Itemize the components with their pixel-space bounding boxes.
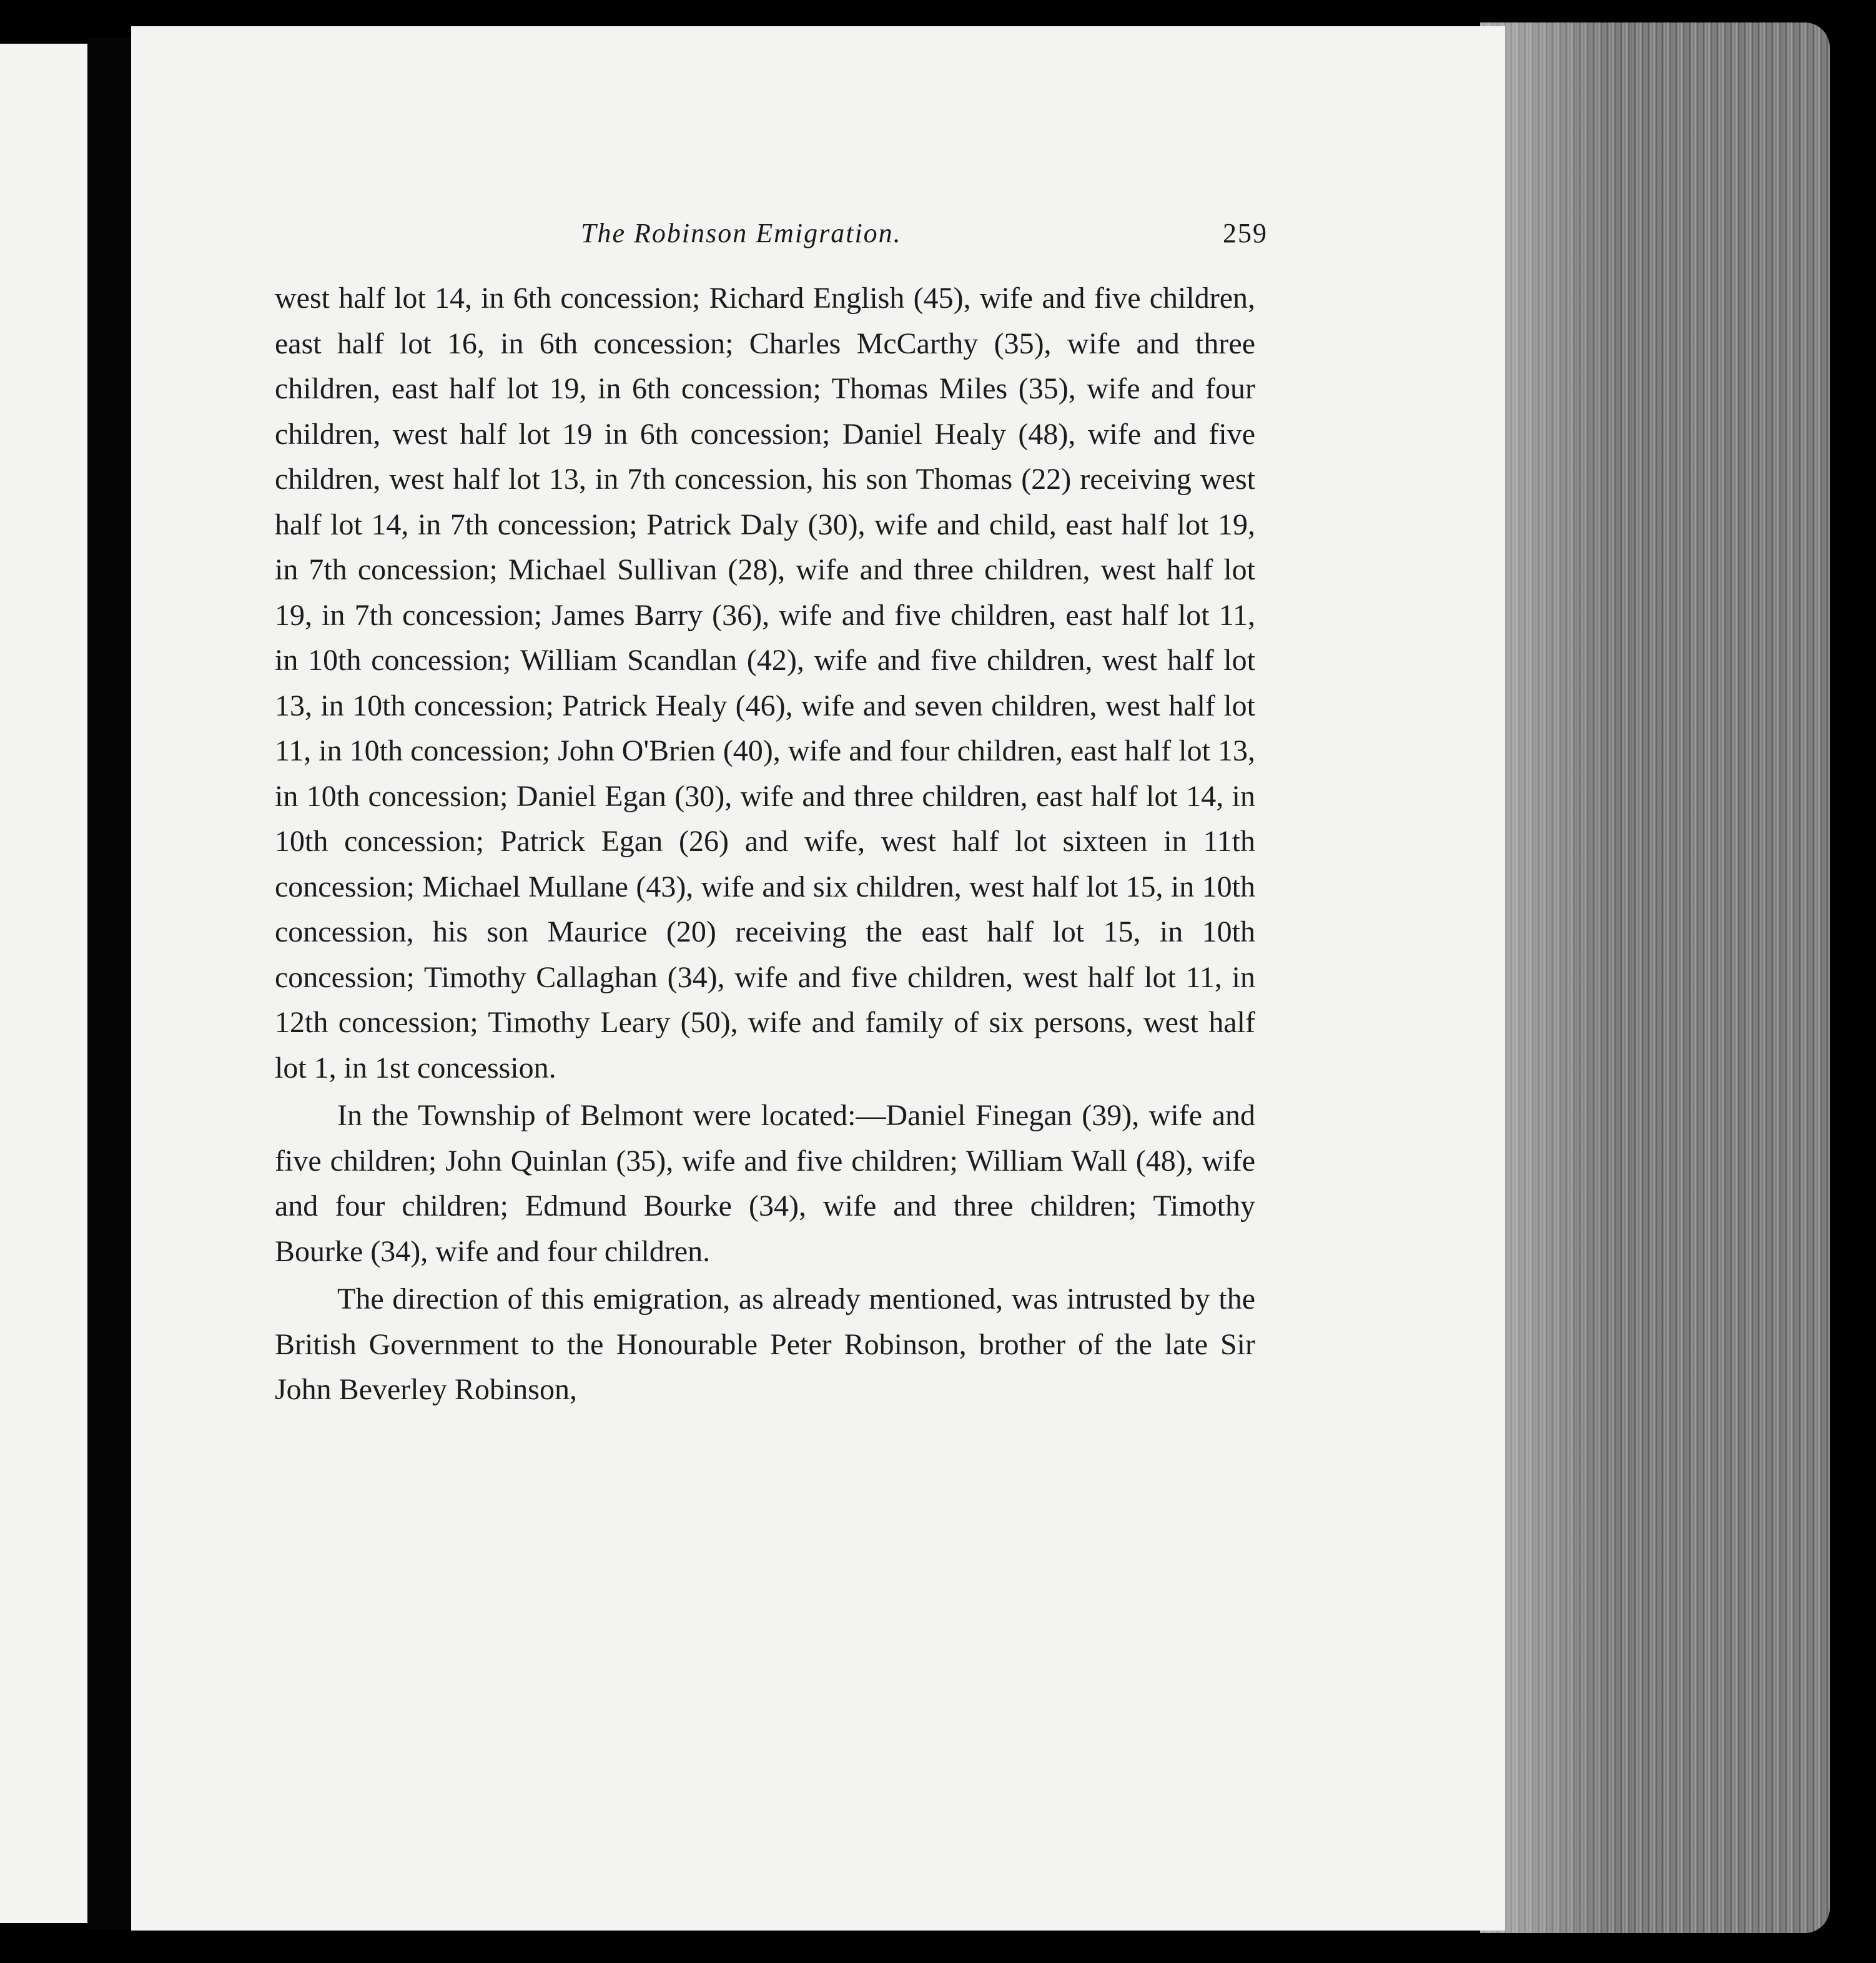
previous-page-edge <box>0 44 87 1923</box>
running-title: The Robinson Emigration. <box>581 218 902 248</box>
paragraph-emigration-direction: The direction of this emigration, as already mentioned, was intrusted by the British Government to the Honourable Peter Robinson, brother of the late Sir John Beverley Robinson, <box>275 1282 1255 1406</box>
paragraph-continued-list: west half lot 14, in 6th concession; Richard English (45), wife and five children, east half lot 16, in 6th concession; Charles McCarthy (35), wife and three children, east half lot 19, in 6th concession; Thomas Miles (35), wife and four children, west half lot 19 in 6th concession; Daniel Healy (48), wife and five children, west half lot 13, in 7th concession, his son Thomas (22) receiving west half lot 14, in 7th concession; Patrick Daly (30), wife and child, east half lot 19, in 7th concession; Michael Sullivan (28), wife and three children, west half lot 19, in 7th concession; James Barry (36), wife and five children, east half lot 11, in 10th concession; William Scandlan (42), wife and five children, west half lot 13, in 10th concession; Patrick Healy (46), wife and seven children, west half lot 11, in 10th concession; John O'Brien (40), wife and four children, east half lot 13, in 10th concession; Daniel Egan (30), wife and three children, east half lot 14, in 10th concession; Patrick Egan (26) and wife, west half lot sixteen in 11th concession; Michael Mullane (43), wife and six children, west half lot 15, in 10th concession, his son Maurice (20) receiving the east half lot 15, in 10th concession; Timothy Callaghan (34), wife and five children, west half lot 11, in 12th concession; Timothy Leary (50), wife and family of six persons, west half lot 1, in 1st concession. <box>275 282 1255 1085</box>
page-number: 259 <box>1223 218 1268 248</box>
book-gutter <box>87 37 137 1929</box>
running-head <box>269 211 1268 255</box>
paragraph-belmont-township: In the Township of Belmont were located:—Daniel Finegan (39), wife and five children; John Quinlan (35), wife and five children; William Wall (48), wife and four children; Edmund Bourke (34), wife and three children; Timothy Bourke (34), wife and four children. <box>275 1099 1255 1268</box>
body-text <box>275 276 1255 1413</box>
